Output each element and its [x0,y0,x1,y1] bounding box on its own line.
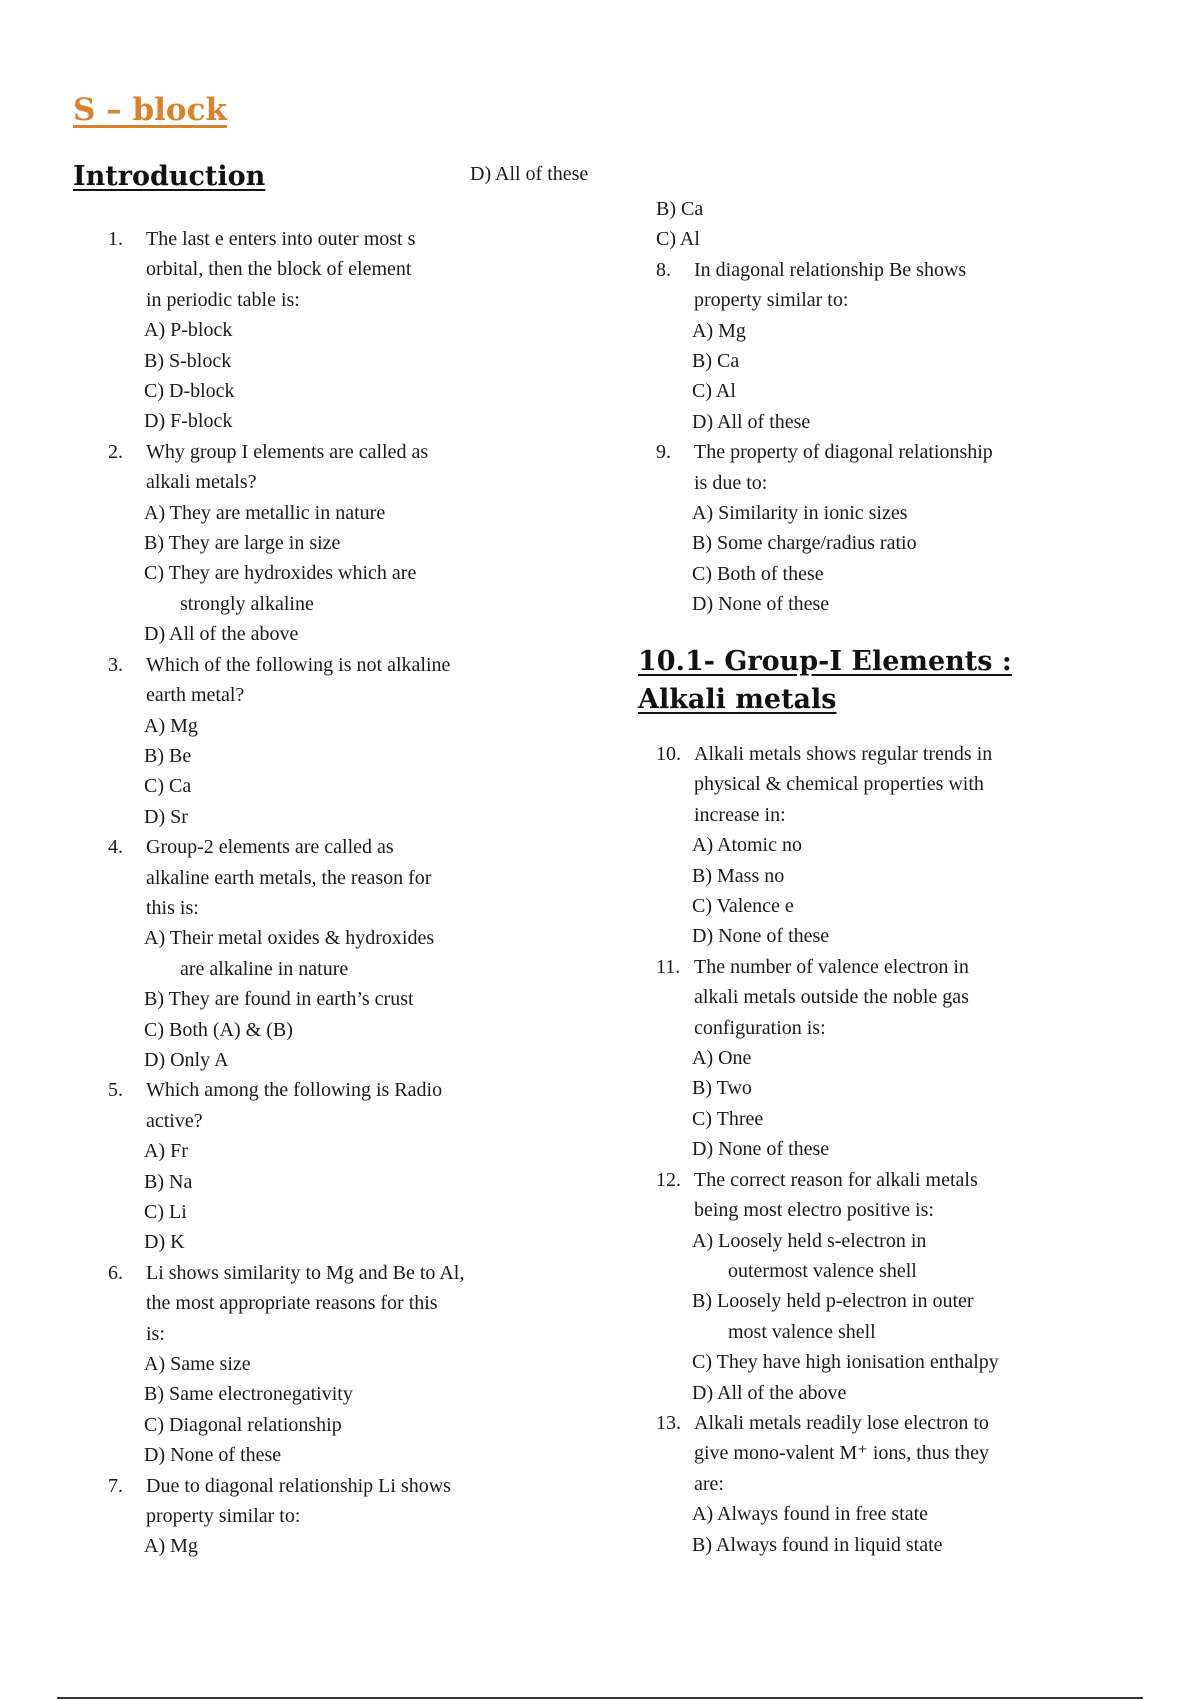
answer-option: C) They are hydroxides which are [144,562,417,585]
group-i-heading: 10.1- Group-I Elements : Alkali metals [638,646,1012,715]
question-text: Which of the following is not alkaline [146,653,451,676]
question-text: alkali metals? [146,471,257,494]
answer-option: B) Two [692,1077,752,1100]
question-text: Which among the following is Radio [146,1079,443,1102]
answer-option: D) None of these [692,925,830,948]
question-text: Due to diagonal relationship Li shows [146,1474,451,1497]
answer-option: strongly alkaline [180,592,314,615]
question-number: 9. [656,441,671,464]
answer-option: D) F-block [144,410,233,433]
right-bottom-question-column [656,739,1136,1560]
question-text: The number of valence electron in [694,955,969,978]
answer-option: D) All of these [692,410,811,433]
question-text: The correct reason for alkali metals [694,1168,978,1191]
question-text: are: [694,1472,724,1495]
answer-option: D) None of these [144,1444,282,1467]
stray-option-text: D) All of these [470,163,589,185]
question-item [108,1258,558,1349]
question-text: alkali metals outside the noble gas [694,986,969,1009]
question-number: 5. [108,1079,123,1102]
question-item [108,832,558,923]
answer-option: A) Same size [144,1353,251,1376]
answer-option: B) S-block [144,349,232,372]
question-item [108,224,558,315]
answer-option: outermost valence shell [728,1259,917,1282]
answer-option: B) Always found in liquid state [692,1533,943,1556]
answer-option: most valence shell [728,1320,876,1343]
answer-option: D) All of the above [692,1381,847,1404]
question-item [108,650,558,711]
answer-option: A) Their metal oxides & hydroxides [144,927,435,950]
question-number: 13. [656,1411,681,1434]
right-top-question-column [656,194,1136,620]
question-number: 8. [656,258,671,281]
answer-option: B) Ca [656,198,704,220]
question-text: is: [146,1322,165,1345]
question-text: orbital, then the block of element [146,258,412,281]
question-text: earth metal? [146,684,245,707]
question-text: is due to: [694,471,768,494]
question-number: 3. [108,653,123,676]
answer-option: C) Three [692,1107,764,1130]
answer-option: D) Only A [144,1048,229,1071]
question-text: being most electro positive is: [694,1199,934,1222]
introduction-heading: Introduction [73,161,266,192]
answer-option: A) Fr [144,1140,188,1163]
answer-option: B) Mass no [692,864,785,887]
question-text: alkaline earth metals, the reason for [146,866,432,889]
question-text: give mono-valent M⁺ ions, thus they [694,1442,989,1465]
answer-option: A) P-block [144,319,233,342]
answer-option: D) All of the above [144,623,299,646]
answer-option: D) Sr [144,805,188,828]
answer-option: C) Valence e [692,895,794,918]
question-number: 6. [108,1261,123,1284]
answer-option: A) Similarity in ionic sizes [692,502,908,525]
answer-option: B) Na [144,1170,193,1193]
question-item [108,1471,558,1532]
answer-option: C) Al [692,380,736,403]
answer-option: A) One [692,1047,752,1070]
answer-option: B) Some charge/radius ratio [692,532,917,555]
question-text: The last e enters into outer most s [146,228,416,250]
question-number: 12. [656,1168,681,1191]
question-text: Group-2 elements are called as [146,836,394,859]
question-item [108,1075,558,1136]
question-text: In diagonal relationship Be shows [694,258,967,281]
question-text: this is: [146,896,199,919]
left-question-column [108,224,558,1562]
question-text: The property of diagonal relationship [694,441,993,464]
answer-option: A) Loosely held s-electron in [692,1229,927,1252]
answer-option: C) D-block [144,380,235,403]
answer-option: A) Mg [144,714,198,737]
page-title: S – block [73,92,227,128]
question-item [656,255,1136,316]
answer-option: A) Always found in free state [692,1503,929,1526]
answer-option: B) Same electronegativity [144,1383,353,1406]
answer-option: D) K [144,1231,185,1254]
question-number: 7. [108,1474,123,1497]
question-number: 11. [656,955,681,978]
answer-option: C) Ca [144,775,192,798]
question-text: Alkali metals shows regular trends in [694,743,993,765]
answer-option: A) Mg [692,319,746,342]
answer-option: B) They are found in earth’s crust [144,988,414,1011]
question-item [108,437,558,498]
question-text: property similar to: [694,289,849,312]
question-text: property similar to: [146,1505,301,1528]
answer-option: A) They are metallic in nature [144,501,386,524]
question-number: 10. [656,743,681,765]
question-item [656,739,1136,830]
question-number: 4. [108,836,123,859]
answer-option: D) None of these [692,593,830,616]
answer-option: C) Both (A) & (B) [144,1018,293,1041]
question-text: increase in: [694,803,786,826]
answer-option: B) Be [144,744,192,767]
answer-option: A) Mg [144,1535,198,1558]
question-text: configuration is: [694,1016,826,1039]
answer-option: B) Ca [692,350,740,373]
question-text: Alkali metals readily lose electron to [694,1411,989,1434]
answer-option: C) They have high ionisation enthalpy [692,1351,999,1374]
answer-option: D) None of these [692,1138,830,1161]
answer-option: C) Li [144,1201,187,1223]
question-text: Li shows similarity to Mg and Be to Al, [146,1261,465,1284]
question-item [656,1165,1136,1226]
answer-option: A) Atomic no [692,834,802,857]
question-item [656,437,1136,498]
question-text: Why group I elements are called as [146,440,429,463]
question-text: in periodic table is: [146,288,300,311]
answer-option: C) Al [656,228,700,251]
answer-option: B) Loosely held p-electron in outer [692,1290,974,1313]
answer-option: C) Both of these [692,562,824,585]
question-text: physical & chemical properties with [694,773,984,796]
answer-option: B) They are large in size [144,532,341,555]
question-text: active? [146,1109,203,1132]
question-item [656,1408,1136,1499]
question-text: the most appropriate reasons for this [146,1292,438,1315]
footer-divider [57,1697,1143,1699]
answer-option: are alkaline in nature [180,957,349,980]
question-item [656,952,1136,1043]
question-number: 2. [108,440,123,463]
question-number: 1. [108,228,123,250]
answer-option: C) Diagonal relationship [144,1413,342,1436]
